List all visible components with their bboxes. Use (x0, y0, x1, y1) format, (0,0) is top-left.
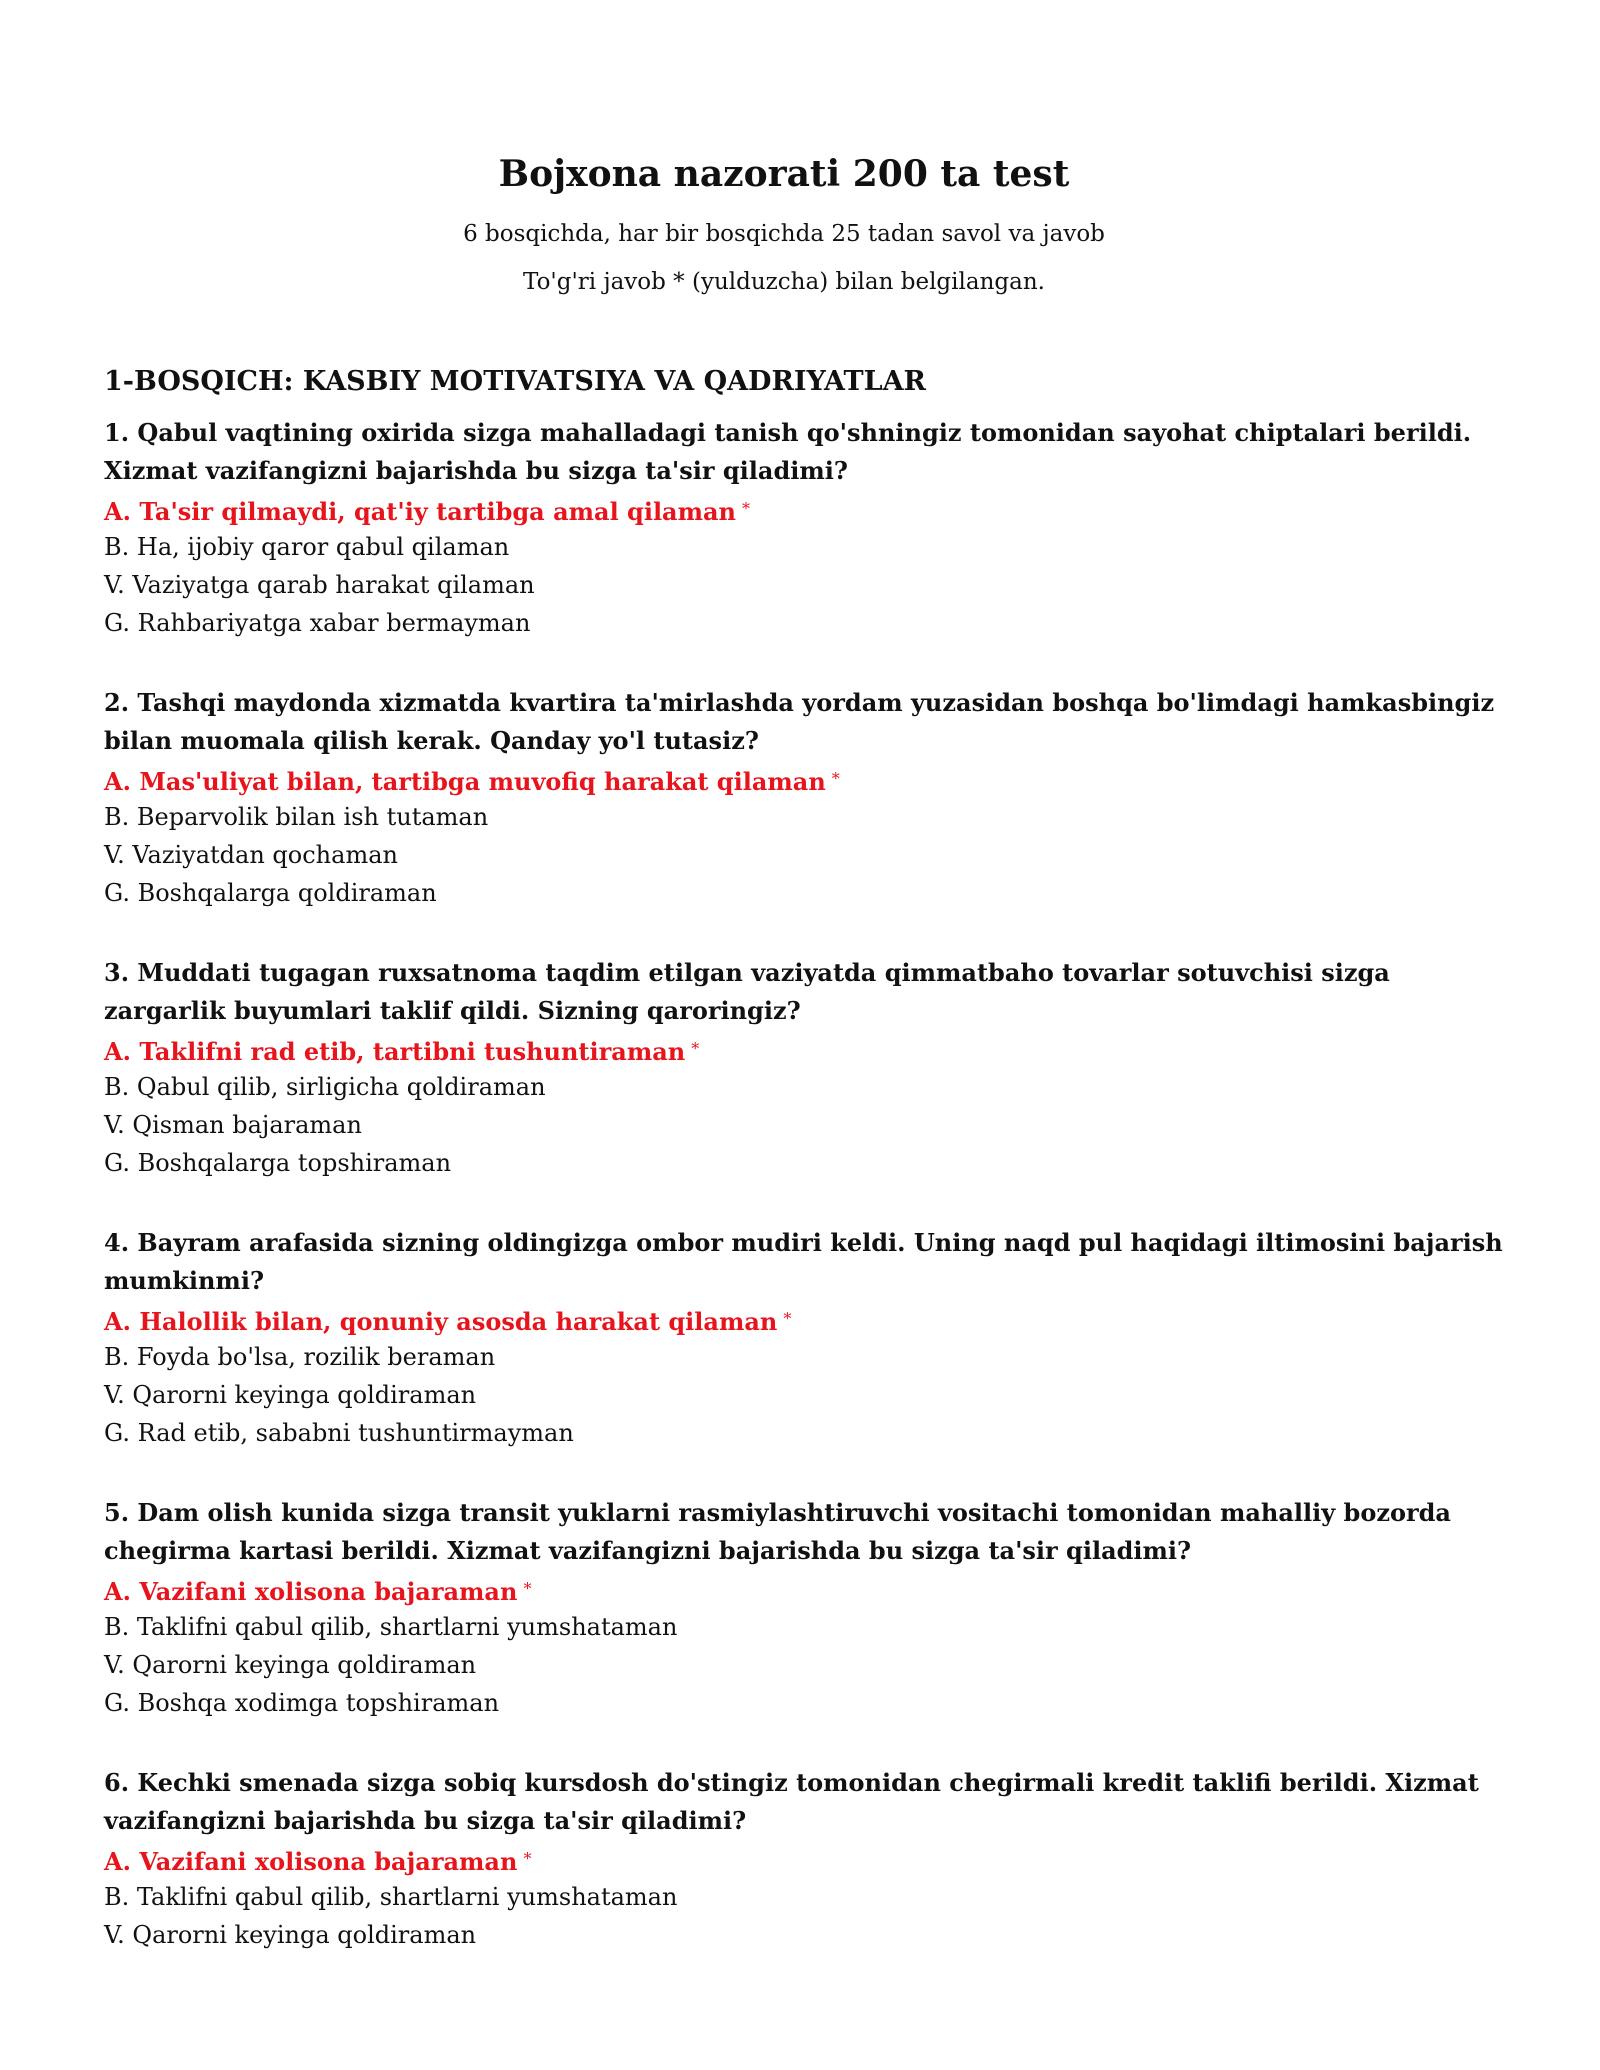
correct-answer-option (104, 1030, 1504, 1068)
answer-option: V. Qisman bajaraman (104, 1111, 362, 1139)
question-text: 3. Muddati tugagan ruxsatnoma taqdim etilgan vaziyatda qimmatbaho tovarlar sotuvchisi sizga zargarlik buyumlari taklif qildi. Sizning qaroringiz? (104, 958, 1390, 1025)
option-text: A. Ta'sir qilmaydi, qat'iy tartibga amal qilaman (104, 497, 737, 526)
answer-option: G. Rahbariyatga xabar bermayman (104, 609, 531, 637)
correct-marker: * (691, 1039, 700, 1058)
answer-option: V. Qarorni keyinga qoldiraman (104, 1921, 477, 1949)
answer-option: G. Boshqalarga qoldiraman (104, 879, 437, 907)
correct-answer-option (104, 490, 1504, 528)
correct-answer-option (104, 1300, 1504, 1338)
correct-answer-option (104, 760, 1504, 798)
answer-option: V. Vaziyatdan qochaman (104, 841, 398, 869)
question-list (104, 414, 1504, 2034)
correct-marker: * (523, 1579, 532, 1598)
correct-marker: * (523, 1849, 532, 1868)
question-item (104, 1224, 1504, 1494)
answer-option: B. Taklifni qabul qilib, shartlarni yumshataman (104, 1613, 678, 1641)
answer-option: V. Qarorni keyinga qoldiraman (104, 1381, 477, 1409)
document-subtitle: 6 bosqichda, har bir bosqichda 25 tadan savol va javob (463, 221, 1105, 247)
question-item (104, 1764, 1504, 2034)
answer-key-note: To'g'ri javob * (yulduzcha) bilan belgilangan. (523, 269, 1045, 295)
correct-marker: * (742, 499, 751, 518)
answer-option: V. Vaziyatga qarab harakat qilaman (104, 571, 535, 599)
section-heading: 1-BOSQICH: KASBIY MOTIVATSIYA VA QADRIYATLAR (104, 366, 926, 397)
question-text: 2. Tashqi maydonda xizmatda kvartira ta'mirlashda yordam yuzasidan boshqa bo'limdagi hamkasbingiz bilan muomala qilish kerak. Qanday yo'l tutasiz? (104, 688, 1495, 755)
answer-option: B. Beparvolik bilan ish tutaman (104, 803, 489, 831)
question-text: 1. Qabul vaqtining oxirida sizga mahalladagi tanish qo'shningiz tomonidan sayohat chiptalari berildi. Xizmat vazifangizni bajarishda bu sizga ta'sir qiladimi? (104, 418, 1472, 485)
option-text: A. Halollik bilan, qonuniy asosda harakat qilaman (104, 1307, 778, 1336)
option-text: A. Vazifani xolisona bajaraman (104, 1577, 518, 1606)
question-item (104, 684, 1504, 954)
question-text: 6. Kechki smenada sizga sobiq kursdosh do'stingiz tomonidan chegirmali kredit taklifi berildi. Xizmat vazifangizni bajarishda bu sizga ta'sir qiladimi? (104, 1768, 1479, 1835)
answer-option: G. Rad etib, sababni tushuntirmayman (104, 1419, 574, 1447)
correct-marker: * (831, 769, 840, 788)
question-text: 4. Bayram arafasida sizning oldingizga ombor mudiri keldi. Uning naqd pul haqidagi iltimosini bajarish mumkinmi? (104, 1228, 1503, 1295)
option-text: A. Mas'uliyat bilan, tartibga muvofiq harakat qilaman (104, 767, 826, 796)
question-item (104, 1494, 1504, 1764)
correct-marker: * (783, 1309, 792, 1328)
correct-answer-option (104, 1840, 1504, 1878)
question-text: 5. Dam olish kunida sizga transit yuklarni rasmiylashtiruvchi vositachi tomonidan mahalliy bozorda chegirma kartasi berildi. Xizmat vazifangizni bajarishda bu sizga ta'sir qiladimi? (104, 1498, 1451, 1565)
document-title: Bojxona nazorati 200 ta test (498, 153, 1070, 195)
answer-option: B. Taklifni qabul qilib, shartlarni yumshataman (104, 1883, 678, 1911)
option-text: A. Taklifni rad etib, tartibni tushuntiraman (104, 1037, 686, 1066)
answer-option: V. Qarorni keyinga qoldiraman (104, 1651, 477, 1679)
answer-option: B. Foyda bo'lsa, rozilik beraman (104, 1343, 496, 1371)
answer-option: B. Ha, ijobiy qaror qabul qilaman (104, 533, 510, 561)
question-item (104, 954, 1504, 1224)
option-text: A. Vazifani xolisona bajaraman (104, 1847, 518, 1876)
correct-answer-option (104, 1570, 1504, 1608)
answer-option: G. Boshqalarga topshiraman (104, 1149, 452, 1177)
answer-option: B. Qabul qilib, sirligicha qoldiraman (104, 1073, 546, 1101)
answer-option: G. Boshqa xodimga topshiraman (104, 1689, 500, 1717)
question-item (104, 414, 1504, 684)
